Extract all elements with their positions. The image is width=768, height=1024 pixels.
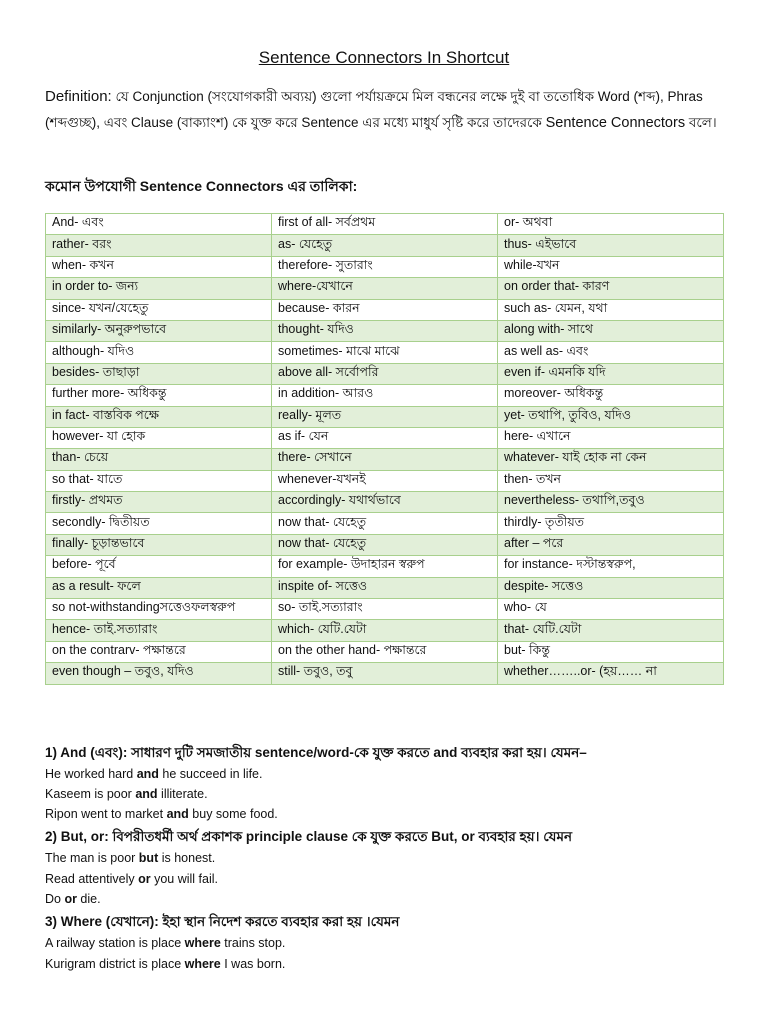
page-title: Sentence Connectors In Shortcut bbox=[258, 48, 510, 67]
table-cell: therefore- সুতারাং bbox=[272, 256, 498, 277]
table-cell: in addition- আরও bbox=[272, 385, 498, 406]
table-cell: as a result- ফলে bbox=[46, 577, 272, 598]
table-cell: although- যদিও bbox=[46, 342, 272, 363]
table-row bbox=[46, 235, 724, 256]
example-sentence: Kurigram district is place where I was born. bbox=[45, 957, 286, 971]
table-cell: that- যেটি.যেটা bbox=[498, 620, 724, 641]
table-row bbox=[46, 641, 724, 662]
table-cell: as well as- এবং bbox=[498, 342, 724, 363]
table-cell: because- কারন bbox=[272, 299, 498, 320]
table-row bbox=[46, 513, 724, 534]
table-cell: then- তখন bbox=[498, 470, 724, 491]
table-cell: as- যেহেতু bbox=[272, 235, 498, 256]
table-cell: above all- সর্বোপরি bbox=[272, 363, 498, 384]
table-row bbox=[46, 620, 724, 641]
table-cell: besides- তাছাড়া bbox=[46, 363, 272, 384]
table-cell: first of all- সর্বপ্রথম bbox=[272, 214, 498, 235]
table-cell: yet- তথাপি, তুবিও, যদিও bbox=[498, 406, 724, 427]
table-cell: firstly- প্রথমত bbox=[46, 492, 272, 513]
example-sentence: The man is poor but is honest. bbox=[45, 851, 216, 865]
example-sentence: He worked hard and he succeed in life. bbox=[45, 767, 263, 781]
section-heading: 2) But, or: বিপরীতধর্মী অর্থ প্রকাশক principle clause কে যুক্ত করতে But, or ব্যবহার হয়। যেমন bbox=[45, 829, 573, 844]
example-sentence: Read attentively or you will fail. bbox=[45, 872, 218, 886]
table-cell: even though – তবুও, যদিও bbox=[46, 663, 272, 684]
table-cell: along with- সাথে bbox=[498, 320, 724, 341]
table-cell: here- এখানে bbox=[498, 427, 724, 448]
table-cell: now that- যেহেতু bbox=[272, 534, 498, 555]
table-cell: moreover- অধিকন্তু bbox=[498, 385, 724, 406]
table-cell: but- কিন্তু bbox=[498, 641, 724, 662]
table-row bbox=[46, 214, 724, 235]
table-cell: as if- যেন bbox=[272, 427, 498, 448]
table-cell: such as- যেমন, যথা bbox=[498, 299, 724, 320]
table-cell: for instance- দস্টান্তস্বরুপ, bbox=[498, 556, 724, 577]
table-cell: whatever- যাই হোক না কেন bbox=[498, 449, 724, 470]
connectors-list-heading: কমোন উপযোগী Sentence Connectors এর তালিকা: bbox=[45, 178, 358, 194]
table-row bbox=[46, 278, 724, 299]
table-cell: whether……..or- (হয়…… না bbox=[498, 663, 724, 684]
table-row bbox=[46, 470, 724, 491]
table-row bbox=[46, 363, 724, 384]
table-cell: so not-withstandingসত্তেওফলস্বরুপ bbox=[46, 599, 272, 620]
table-cell: secondly- দ্বিতীয়ত bbox=[46, 513, 272, 534]
table-row bbox=[46, 599, 724, 620]
table-row bbox=[46, 427, 724, 448]
table-row bbox=[46, 299, 724, 320]
definition-label: Definition: bbox=[45, 88, 112, 105]
table-cell: however- যা হোক bbox=[46, 427, 272, 448]
table-cell: still- তবুও, তবু bbox=[272, 663, 498, 684]
table-cell: for example- উদাহারন স্বরুপ bbox=[272, 556, 498, 577]
example-sentence: Do or die. bbox=[45, 892, 101, 906]
table-row bbox=[46, 556, 724, 577]
table-cell: in fact- বাস্তবিক পক্ষে bbox=[46, 406, 272, 427]
table-cell: than- চেয়ে bbox=[46, 449, 272, 470]
table-cell: And- এবং bbox=[46, 214, 272, 235]
table-cell: thirdly- তৃতীয়ত bbox=[498, 513, 724, 534]
definition-tail: বলে। bbox=[685, 115, 717, 130]
table-cell: even if- এমনকি যদি bbox=[498, 363, 724, 384]
table-cell: while-যখন bbox=[498, 256, 724, 277]
definition-paragraph bbox=[45, 84, 735, 136]
table-cell: hence- তাই.সত্যারাং bbox=[46, 620, 272, 641]
table-row bbox=[46, 534, 724, 555]
table-row bbox=[46, 449, 724, 470]
section-heading: 3) Where (যেখানে): ইহা স্থান নিদেশ করতে ব্যবহার করা হয় ।যেমন bbox=[45, 914, 400, 929]
table-row bbox=[46, 385, 724, 406]
definition-term: Sentence Connectors bbox=[545, 115, 686, 131]
table-cell: since- যখন/যেহেতু bbox=[46, 299, 272, 320]
table-cell: similarly- অনুরুপভাবে bbox=[46, 320, 272, 341]
table-cell: nevertheless- তথাপি,তবুও bbox=[498, 492, 724, 513]
table-cell: in order to- জন্য bbox=[46, 278, 272, 299]
table-row bbox=[46, 577, 724, 598]
table-cell: there- সেখানে bbox=[272, 449, 498, 470]
table-cell: which- যেটি.যেটা bbox=[272, 620, 498, 641]
table-cell: or- অথবা bbox=[498, 214, 724, 235]
table-row bbox=[46, 256, 724, 277]
table-cell: thought- যদিও bbox=[272, 320, 498, 341]
table-cell: sometimes- মাঝে মাঝে bbox=[272, 342, 498, 363]
table-row bbox=[46, 663, 724, 684]
table-cell: before- পূর্বে bbox=[46, 556, 272, 577]
table-cell: inspite of- সত্তেও bbox=[272, 577, 498, 598]
connectors-table bbox=[45, 213, 724, 685]
table-cell: now that- যেহেতু bbox=[272, 513, 498, 534]
table-cell: finally- চূড়ান্তভাবে bbox=[46, 534, 272, 555]
example-sentence: A railway station is place where trains stop. bbox=[45, 936, 286, 950]
section-heading: 1) And (এবং): সাধারণ দুটি সমজাতীয় sentence/word-কে যুক্ত করতে and ব্যবহার করা হয়। যেমন– bbox=[45, 745, 587, 760]
example-sentence: Ripon went to market and buy some food. bbox=[45, 807, 278, 821]
table-cell: thus- এইভাবে bbox=[498, 235, 724, 256]
example-sentence: Kaseem is poor and illiterate. bbox=[45, 787, 208, 801]
table-cell: where-যেখানে bbox=[272, 278, 498, 299]
table-cell: after – পরে bbox=[498, 534, 724, 555]
table-row bbox=[46, 320, 724, 341]
table-cell: on order that- কারণ bbox=[498, 278, 724, 299]
table-cell: so- তাই.সত্যারাং bbox=[272, 599, 498, 620]
table-cell: so that- যাতে bbox=[46, 470, 272, 491]
table-cell: on the other hand- পক্ষান্তরে bbox=[272, 641, 498, 662]
table-cell: further more- অধিকন্তু bbox=[46, 385, 272, 406]
table-cell: whenever-যখনই bbox=[272, 470, 498, 491]
table-cell: who- যে bbox=[498, 599, 724, 620]
table-row bbox=[46, 492, 724, 513]
table-cell: rather- বরং bbox=[46, 235, 272, 256]
table-cell: really- মূলত bbox=[272, 406, 498, 427]
table-cell: despite- সত্তেও bbox=[498, 577, 724, 598]
table-row bbox=[46, 342, 724, 363]
definition-text: যে Conjunction (সংযোগকারী অব্যয়) গুলো পর্যায়ক্রমে মিল বন্ধনের লক্ষে দুই বা ততোধিক Word (শব্দ), Phras (শব্দগুচ্ছ), এবং Clause (বাক্যাংশ) কে যুক্ত করে Sentence এর মধ্যে মাধুর্য সৃষ্টি করে তাদেরকে bbox=[45, 89, 703, 130]
table-cell: accordingly- যথার্থভাবে bbox=[272, 492, 498, 513]
table-cell: on the contrarv- পক্ষান্তরে bbox=[46, 641, 272, 662]
table-row bbox=[46, 406, 724, 427]
table-cell: when- কখন bbox=[46, 256, 272, 277]
